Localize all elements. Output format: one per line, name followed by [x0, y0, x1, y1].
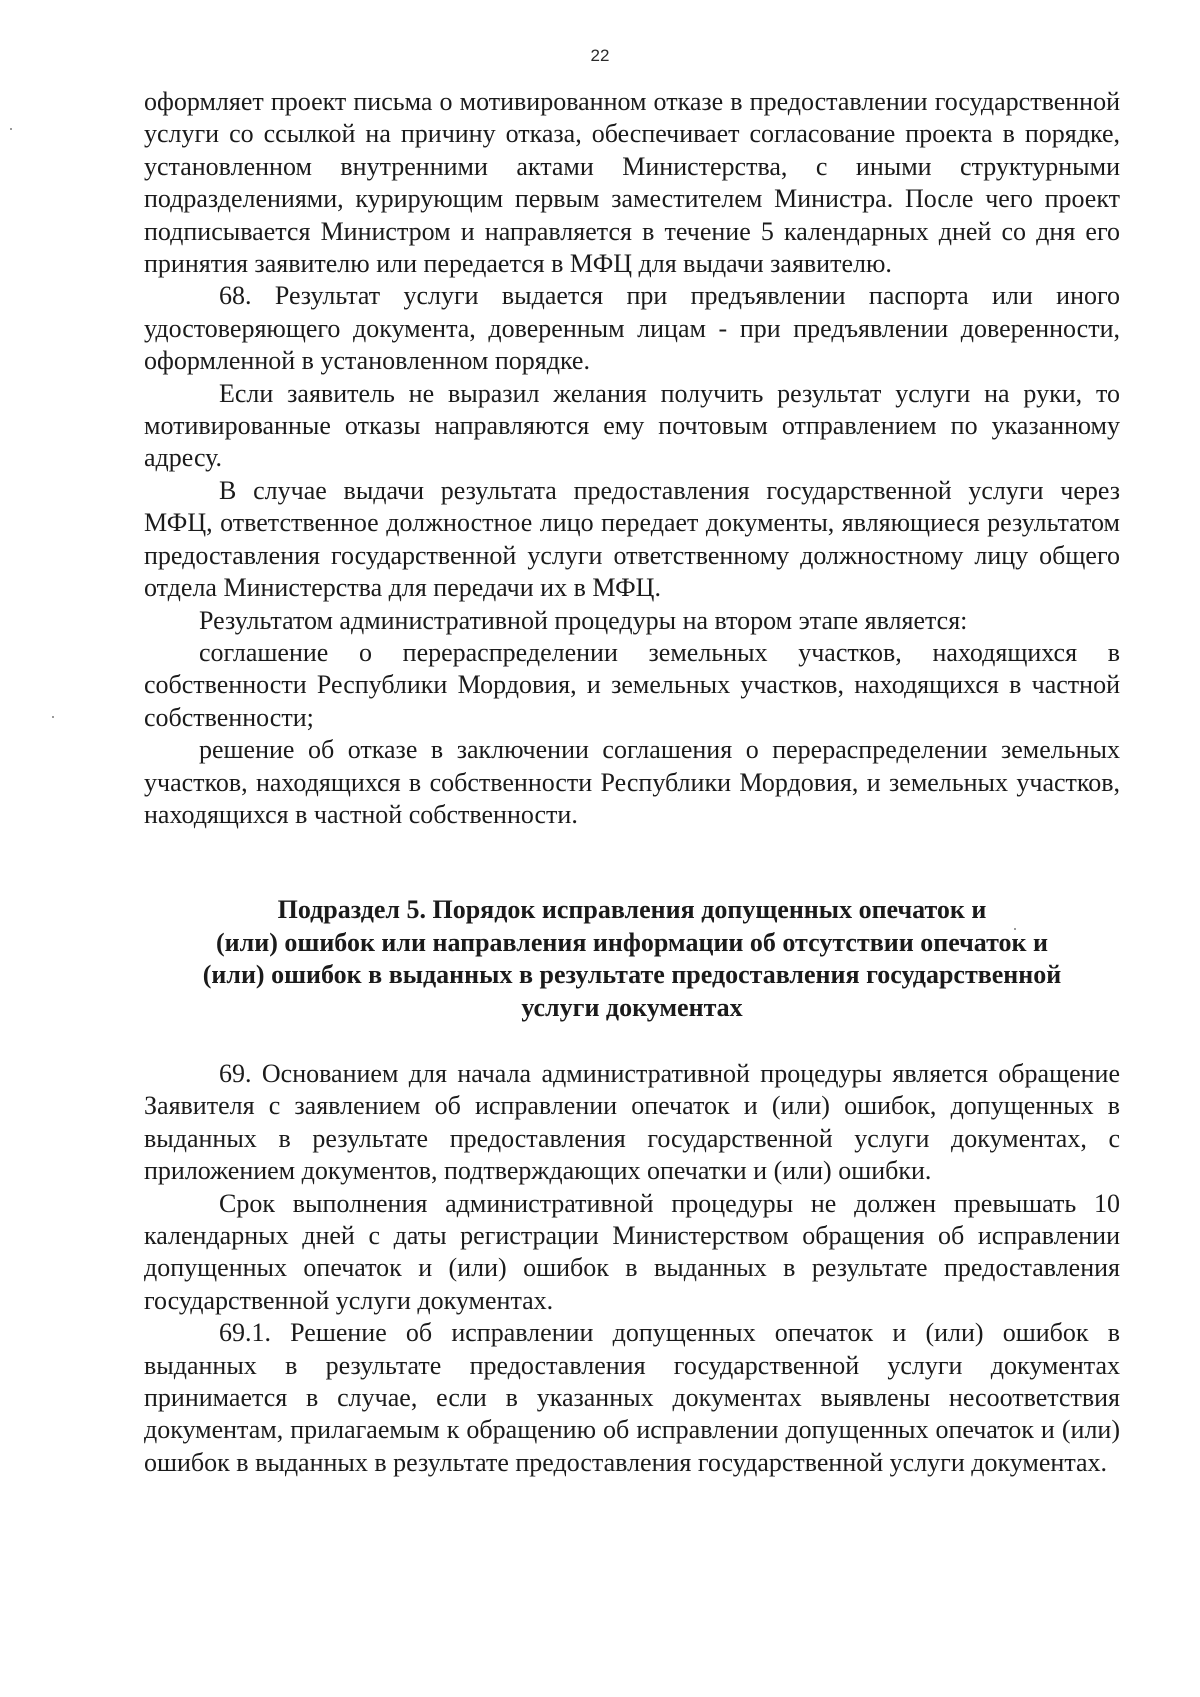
- paragraph-p-69: 69. Основанием для начала административной процедуры является обращение Заявителя с заявлением об исправлении опечаток и (или) ошибок, допущенных в выданных в результате предоставления государственной услуги документах, с приложением документов, подтверждающих опечатки и (или) ошибки.: [144, 1058, 1120, 1186]
- paragraph-p-68c: В случае выдачи результата предоставления государственной услуги через МФЦ, ответственное должностное лицо передает документы, являющиеся результатом предоставления государственной услуги ответственному должностному лицу общего отдела Министерства для передачи их в МФЦ.: [144, 475, 1120, 603]
- page-number: 22: [590, 46, 610, 65]
- heading-line: Подраздел 5. Порядок исправления допущенных опечаток и: [277, 895, 987, 925]
- spacer: [144, 1024, 1120, 1058]
- bottom-paragraphs: [144, 1058, 1120, 1479]
- scan-speck: [10, 128, 12, 130]
- paragraph-p-69-term: Срок выполнения административной процедуры не должен превышать 10 календарных дней с даты регистрации Министерством обращения об исправлении допущенных опечаток и (или) ошибок в выданных в результате предоставления государственной услуги документах.: [144, 1188, 1120, 1315]
- paragraph-p-cont: оформляет проект письма о мотивированном отказе в предоставлении государственной услуги со ссылкой на причину отказа, обеспечивает согласование проекта в порядке, установленном внутренними актами Министерства, с иными структурными подразделениями, курирующим первым заместителем Министра. После чего проект подписывается Министром и направляется в течение 5 календарных дней со дня его принятия заявителю или передается в МФЦ для выдачи заявителю.: [144, 87, 1120, 279]
- scan-speck: [52, 716, 54, 718]
- paragraph-p-68b: Если заявитель не выразил желания получить результат услуги на руки, то мотивированные отказы направляются ему почтовым отправлением по указанному адресу.: [144, 378, 1120, 473]
- document-body: [144, 86, 1120, 1479]
- paragraph-p-69-1: 69.1. Решение об исправлении допущенных опечаток и (или) ошибок в выданных в результате предоставления государственной услуги документах принимается в случае, если в указанных документах выявлены несоответствия документам, прилагаемым к обращению об исправлении допущенных опечаток и (или) ошибок в выданных в результате предоставления государственной услуги документах.: [144, 1318, 1120, 1477]
- heading-line: услуги документах: [521, 992, 743, 1022]
- paragraph-p-agreement: соглашение о перераспределении земельных участков, находящихся в собственности Республики Мордовия, и земельных участков, находящихся в частной собственности;: [144, 637, 1120, 732]
- paragraph-p-refusal: решение об отказе в заключении соглашения о перераспределении земельных участков, находящихся в собственности Республики Мордовия, и земельных участков, находящихся в частной собственности.: [144, 735, 1120, 829]
- heading-line: (или) ошибок в выданных в результате предоставления государственной: [202, 960, 1062, 990]
- paragraph-p-68: 68. Результат услуги выдается при предъявлении паспорта или иного удостоверяющего документа, доверенным лицам - при предъявлении доверенности, оформленной в установленном порядке.: [144, 281, 1120, 376]
- heading-line: (или) ошибок или направления информации об отсутствии опечаток и: [216, 927, 1048, 957]
- paragraph-p-result: Результатом административной процедуры на втором этапе является:: [199, 605, 968, 635]
- spacer: [144, 831, 1120, 894]
- section-heading: [144, 894, 1120, 1024]
- top-paragraphs: [144, 86, 1120, 831]
